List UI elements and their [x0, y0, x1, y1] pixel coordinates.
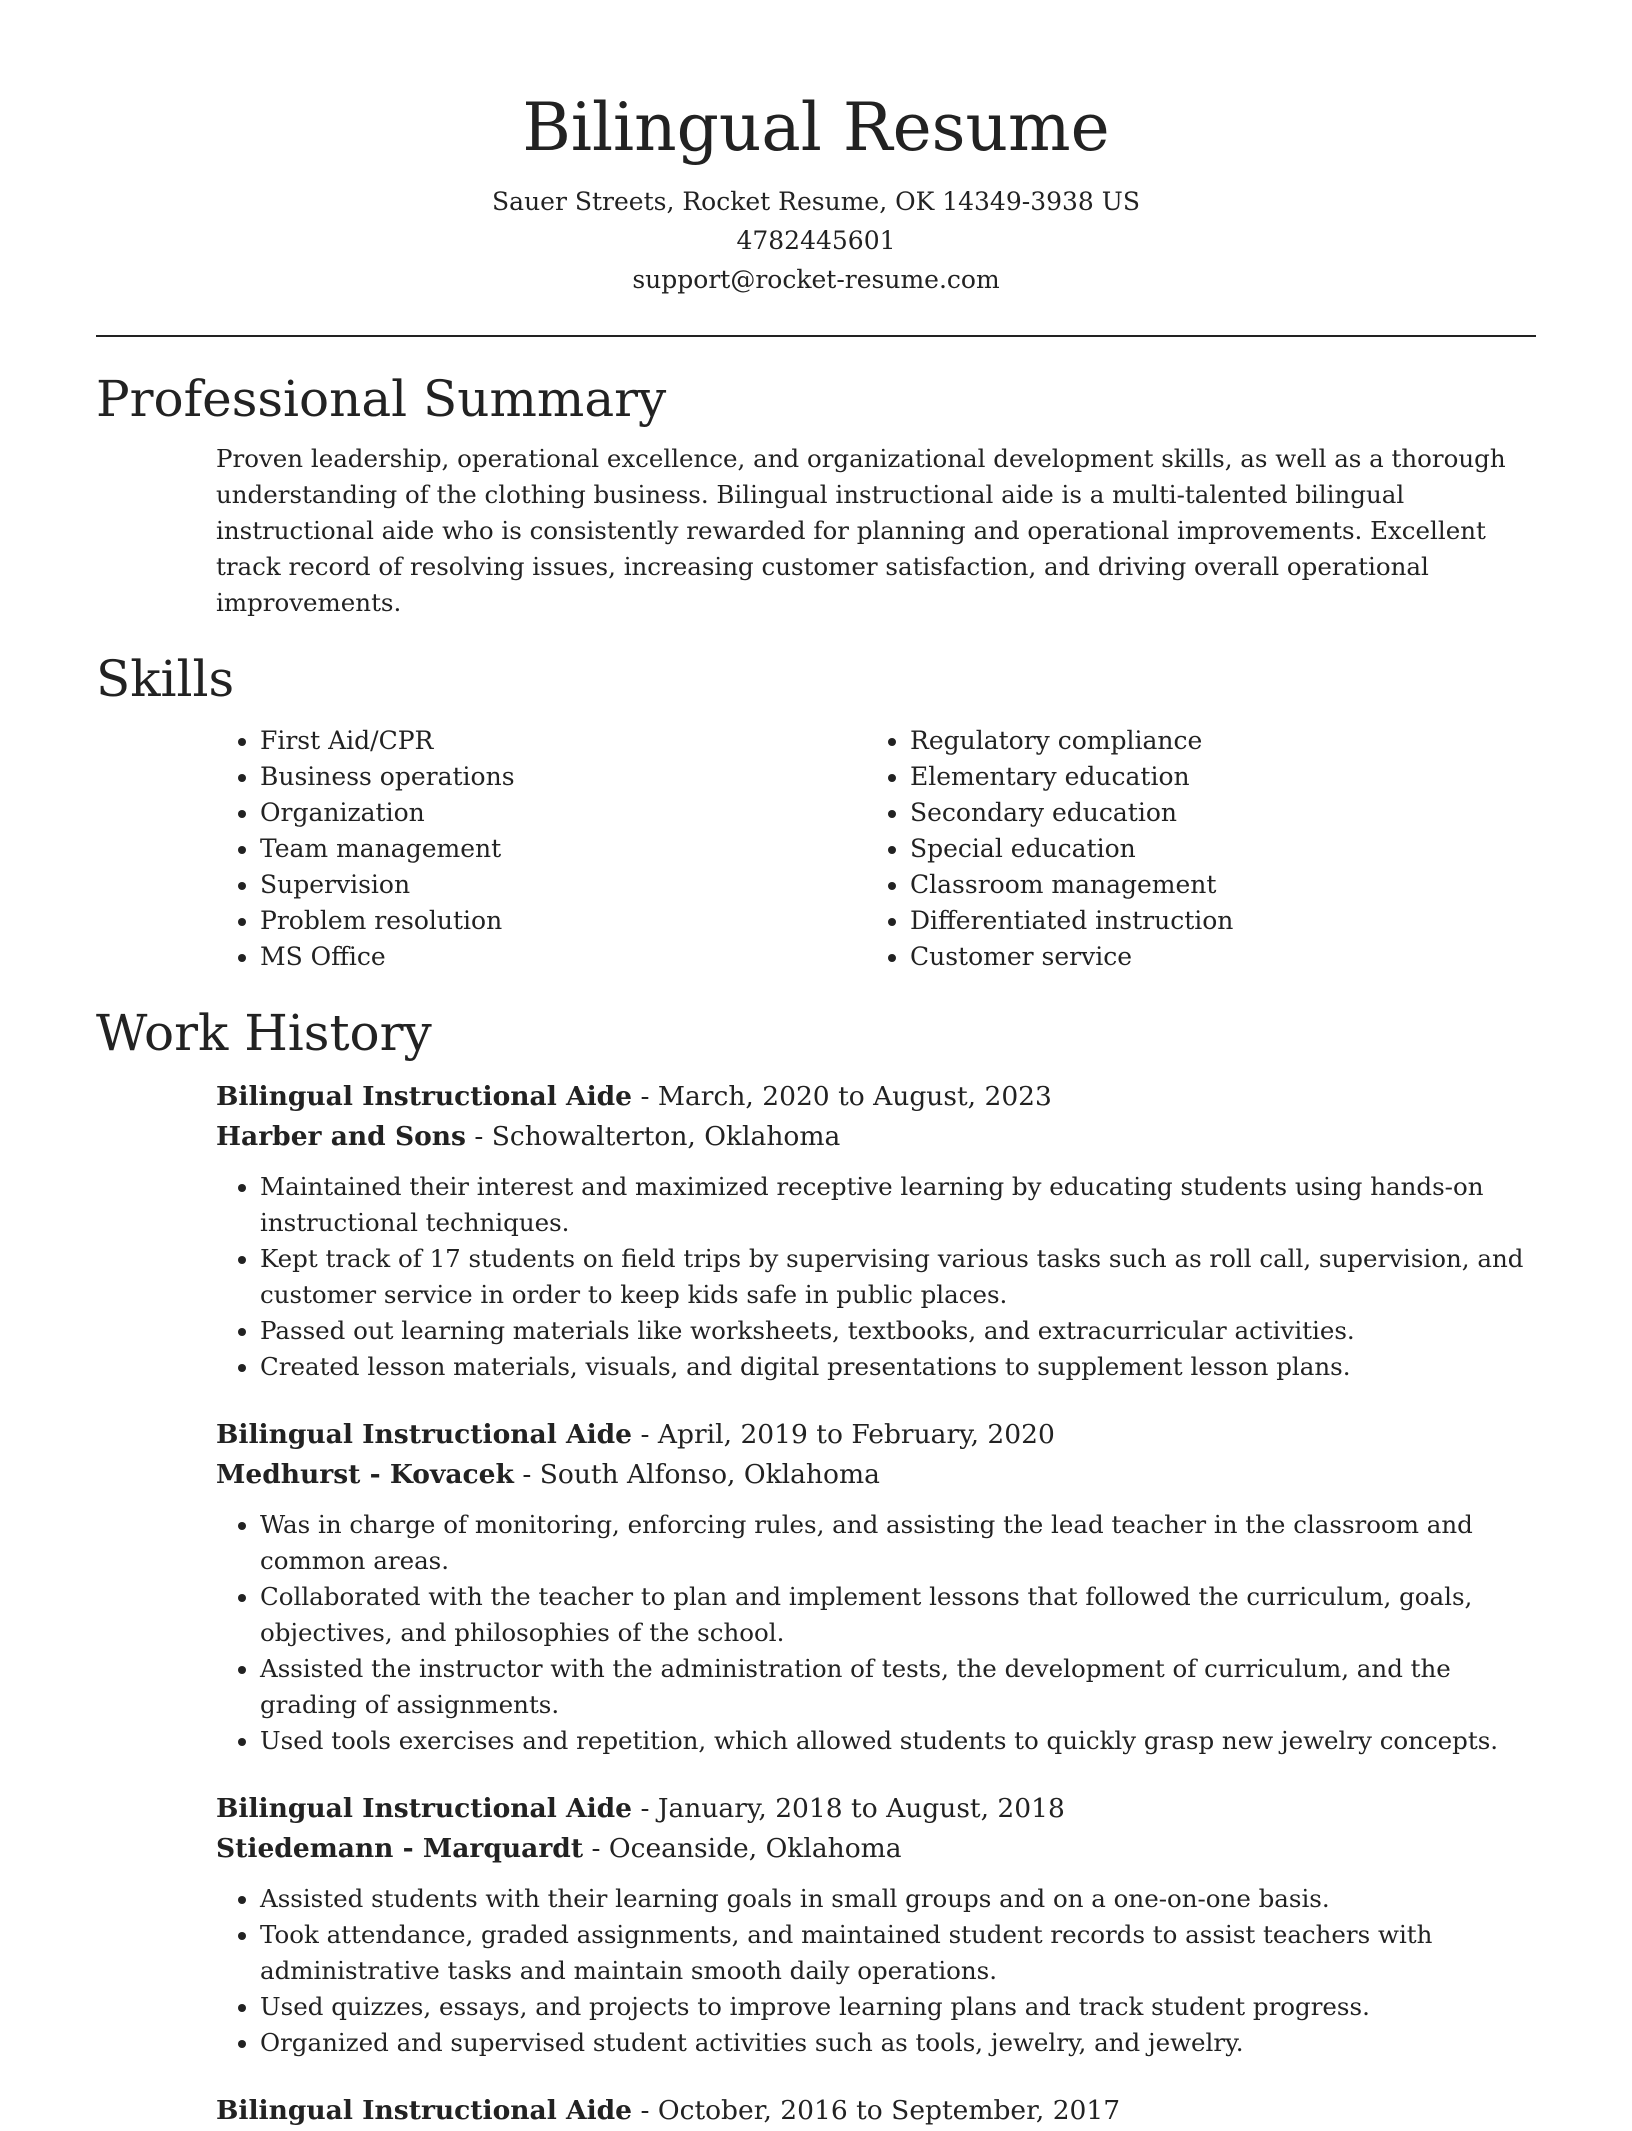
- job-title-line: [216, 1789, 1536, 1829]
- job-bullet: • Passed out learning materials like worksheets, textbooks, and extracurricular activities.: [260, 1313, 1536, 1349]
- job-bullet: • Assisted students with their learning goals in small groups and on a one-on-one basis.: [260, 1881, 1536, 1917]
- job-bullet-list: [216, 1881, 1536, 2061]
- job-entry: [216, 1415, 1536, 1759]
- section-title-work-history: Work History: [96, 1004, 432, 1062]
- contact-address: Sauer Streets, Rocket Resume, OK 14349-3938 US: [492, 187, 1140, 216]
- job-separator: -: [474, 1121, 492, 1152]
- job-company: Harber and Sons: [216, 1121, 466, 1152]
- skill-item: • Business operations: [260, 759, 866, 795]
- job-title: Bilingual Instructional Aide: [216, 1419, 633, 1450]
- job-title-line: [216, 1415, 1536, 1455]
- skill-item: • Classroom management: [910, 867, 1530, 903]
- job-entry: [216, 2091, 1536, 2131]
- job-title-line: [216, 2091, 1536, 2131]
- section-title-skills: Skills: [96, 650, 235, 708]
- skill-item: • Organization: [260, 795, 866, 831]
- job-bullet-list: [216, 1507, 1536, 1759]
- skill-item: • Problem resolution: [260, 903, 866, 939]
- skill-item: • Secondary education: [910, 795, 1530, 831]
- job-bullet: • Organized and supervised student activities such as tools, jewelry, and jewelry.: [260, 2025, 1536, 2061]
- resume-header: [96, 0, 1536, 299]
- job-title: Bilingual Instructional Aide: [216, 2095, 633, 2126]
- job-dates: March, 2020 to August, 2023: [657, 1081, 1052, 1112]
- job-bullet: • Used quizzes, essays, and projects to improve learning plans and track student progress.: [260, 1989, 1536, 2025]
- resume-name: Bilingual Resume: [522, 89, 1110, 166]
- job-bullet: • Took attendance, graded assignments, and maintained student records to assist teachers with administrative tasks and maintain smooth daily operations.: [260, 1917, 1536, 1989]
- job-location: Oceanside, Oklahoma: [608, 1833, 902, 1864]
- job-bullet: • Used tools exercises and repetition, which allowed students to quickly grasp new jewelry concepts.: [260, 1723, 1536, 1759]
- job-company: Medhurst - Kovacek: [216, 1459, 514, 1490]
- job-bullet-list: [216, 1169, 1536, 1385]
- job-entry: [216, 1077, 1536, 1385]
- skills-list-right: [866, 723, 1530, 975]
- job-bullet: • Collaborated with the teacher to plan and implement lessons that followed the curriculum, goals, objectives, and philosophies of the school.: [260, 1579, 1536, 1651]
- skill-item: • Elementary education: [910, 759, 1530, 795]
- resume-page: [96, 0, 1536, 2126]
- header-divider: [96, 335, 1536, 337]
- section-title-summary: Professional Summary: [96, 370, 667, 428]
- job-bullet: • Kept track of 17 students on field trips by supervising various tasks such as roll call, supervision, and customer service in order to keep kids safe in public places.: [260, 1241, 1536, 1313]
- job-separator: -: [640, 1419, 658, 1450]
- contact-email: support@rocket-resume.com: [632, 265, 1000, 294]
- job-title-line: [216, 1077, 1536, 1117]
- job-title: Bilingual Instructional Aide: [216, 1081, 633, 1112]
- job-dates: October, 2016 to September, 2017: [657, 2095, 1121, 2126]
- job-bullet: • Maintained their interest and maximized receptive learning by educating students using hands-on instructional techniques.: [260, 1169, 1536, 1241]
- skill-item: • First Aid/CPR: [260, 723, 866, 759]
- job-dates: January, 2018 to August, 2018: [657, 1793, 1065, 1824]
- job-location: Schowalterton, Oklahoma: [491, 1121, 841, 1152]
- skill-item: • Team management: [260, 831, 866, 867]
- skill-item: • Supervision: [260, 867, 866, 903]
- job-separator: -: [522, 1459, 540, 1490]
- skill-item: • MS Office: [260, 939, 866, 975]
- job-location: South Alfonso, Oklahoma: [539, 1459, 880, 1490]
- job-dates: April, 2019 to February, 2020: [657, 1419, 1055, 1450]
- skill-item: • Special education: [910, 831, 1530, 867]
- skills-columns: [216, 723, 1536, 975]
- skill-item: • Regulatory compliance: [910, 723, 1530, 759]
- job-company-line: [216, 1117, 1536, 1157]
- job-separator: -: [640, 1793, 658, 1824]
- job-company: Stiedemann - Marquardt: [216, 1833, 584, 1864]
- job-separator: -: [591, 1833, 609, 1864]
- skills-list-left: [216, 723, 866, 975]
- job-company-line: [216, 1455, 1536, 1495]
- summary-text: Proven leadership, operational excellence, and organizational development skills, as well as a thorough understanding of the clothing business. Bilingual instructional aide is a multi-talented bilingual instructional aide who is consistently rewarded for planning and operational improvements. Excellent track record of resolving issues, increasing customer satisfaction, and driving overall operational improvements.: [216, 444, 1506, 617]
- job-bullet: • Was in charge of monitoring, enforcing rules, and assisting the lead teacher in the classroom and common areas.: [260, 1507, 1536, 1579]
- contact-phone: 4782445601: [736, 226, 896, 255]
- job-separator: -: [640, 2095, 658, 2126]
- job-bullet: • Created lesson materials, visuals, and digital presentations to supplement lesson plans.: [260, 1349, 1536, 1385]
- job-separator: -: [640, 1081, 658, 1112]
- job-title: Bilingual Instructional Aide: [216, 1793, 633, 1824]
- job-entry: [216, 1789, 1536, 2061]
- skill-item: • Customer service: [910, 939, 1530, 975]
- skill-item: • Differentiated instruction: [910, 903, 1530, 939]
- job-bullet: • Assisted the instructor with the administration of tests, the development of curriculum, and the grading of assignments.: [260, 1651, 1536, 1723]
- job-company-line: [216, 1829, 1536, 1869]
